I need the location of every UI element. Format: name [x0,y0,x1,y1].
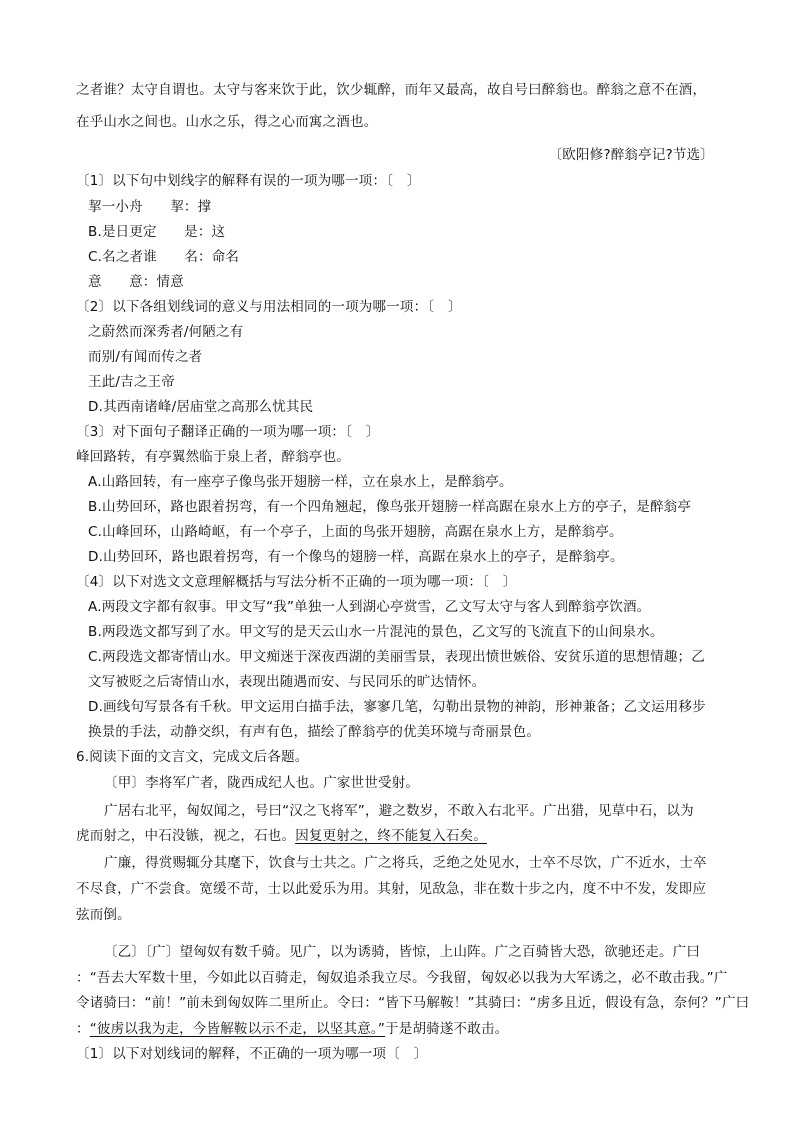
passage-line: 之者谁？太守自谓也。太守与客来饮于此，饮少辄醉，而年又最高，故自号曰醉翁也。醉翁之意不在酒， [76,82,707,98]
section-6-heading: 6.阅读下面的文言文，完成文后各题。 [76,749,309,765]
passage-jia-line: 不尽食，广不尝食。宽缓不苛，士以此爱乐为用。其射，见敌急，非在数十步之内，度不中不发，发即应 [76,881,707,897]
passage-yi-line: 〔乙〕〔广〕望匈奴有数千骑。见广，以为诱骑，皆惊，上山阵。广之百骑皆大恐，欲驰还走。广曰 [104,944,701,960]
option-d: D.山势回环，路也跟着拐弯，有一个像鸟的翅膀一样，高踞在泉水上的亭子，是醉翁亭。 [88,549,624,565]
sentence-to-translate: 峰回路转，有亭翼然临于泉上者，醉翁亭也。 [76,449,350,465]
option-b: B.山势回环，路也跟着拐弯，有一个四角翘起，像鸟张开翅膀一样高踞在泉水上方的亭子，是醉翁亭 [88,499,692,515]
passage-text: 于是胡骑遂不敢击。 [385,1021,509,1037]
option-a: 挈一小舟 挈：撑 [88,199,212,215]
option-d: 意 意：情意 [88,274,184,290]
option-a: 之蔚然而深秀者/何陋之有 [88,324,244,340]
passage-yi-line: 令诸骑曰：“前！”前未到匈奴阵二里所止。令曰：“皆下马解鞍！”其骑曰：“虏多且近，假设有急，奈何？”广曰 [76,995,750,1011]
option-b: B.两段选文都写到了水。甲文写的是天云山水一片混沌的景色，乙文写的飞流直下的山间泉水。 [88,624,664,640]
option-a: A.两段文字都有叙事。甲文写“我”单独一人到湖心亭赏雪，乙文写太守与客人到醉翁亭饮酒。 [88,599,651,615]
option-c: C.两段选文都寄情山水。甲文痴迷于深夜西湖的美丽雪景，表现出愤世嫉俗、安贫乐道的思想情趣；乙 [88,649,705,665]
passage-text: 虎而射之，中石没镞，视之，石也。 [76,828,296,844]
option-d: D.其西南诸峰/居庙堂之高那么忧其民 [88,399,314,415]
question-6-1: 〔1〕以下对划线词的解释，不正确的一项为哪一项〔 〕 [76,1046,428,1062]
passage-jia-line: 〔甲〕李将军广者，陇西成纪人也。广家世世受射。 [104,775,420,791]
underlined-sentence: 因复更射之，终不能复入石矣。 [295,828,488,844]
source-citation: 〔欧阳修?醉翁亭记?节选〕 [548,147,714,163]
passage-jia-line: 广居右北平，匈奴闻之，号曰“汉之飞将军”，避之数岁，不敢入右北平。广出猎，见草中石，以为 [104,803,694,819]
passage-line: 在乎山水之间也。山水之乐，得之心而寓之酒也。 [76,114,378,130]
option-c: C.山峰回环，山路崎岖，有一个亭子，上面的鸟张开翅膀，高踞在泉水上方，是醉翁亭。 [88,524,623,540]
question-2: 〔2〕以下各组划线词的意义与用法相同的一项为哪一项：〔 〕 [76,299,462,315]
passage-text: ： [76,1021,90,1037]
option-c: C.名之者谁 名：命名 [88,249,240,265]
passage-jia-line: 弦而倒。 [76,907,131,923]
question-3: 〔3〕对下面句子翻译正确的一项为哪一项：〔 〕 [76,424,380,440]
option-c-continued: 文写被贬之后寄情山水，表现出随遇而安、与民同乐的旷达情怀。 [88,674,486,690]
underlined-sentence: “彼虏以我为走，今皆解鞍以示不走，以坚其意。” [89,1021,386,1037]
option-d: D.画线句写景各有千秋。甲文运用白描手法，寥寥几笔，勾勒出景物的神韵，形神兼备；乙文运用移步 [88,699,706,715]
option-c: 王此/吉之王帝 [88,374,175,390]
passage-yi-line [76,1019,508,1039]
question-4: 〔4〕以下对选文文意理解概括与写法分析不正确的一项为哪一项：〔 〕 [76,574,517,590]
passage-jia-line: 广廉，得赏赐辄分其麾下，饮食与士共之。广之将兵，乏绝之处见水，士卒不尽饮，广不近水，士卒 [104,855,707,871]
option-b: 而别/有闻而传之者 [88,349,203,365]
question-1: 〔1〕以下句中划线字的解释有误的一项为哪一项：〔 〕 [76,173,421,189]
passage-yi-line: ：“吾去大军数十里，今如此以百骑走，匈奴追杀我立尽。今我留，匈奴必以我为大军诱之，必不敢击我。”广 [76,970,728,986]
option-b: B.是日更定 是：这 [88,224,226,240]
passage-jia-line [76,826,487,846]
option-d-continued: 换景的手法，动静交织，有声有色，描绘了醉翁亭的优美环境与奇丽景色。 [88,724,541,740]
option-a: A.山路回转，有一座亭子像鸟张开翅膀一样，立在泉水上，是醉翁亭。 [88,474,513,490]
